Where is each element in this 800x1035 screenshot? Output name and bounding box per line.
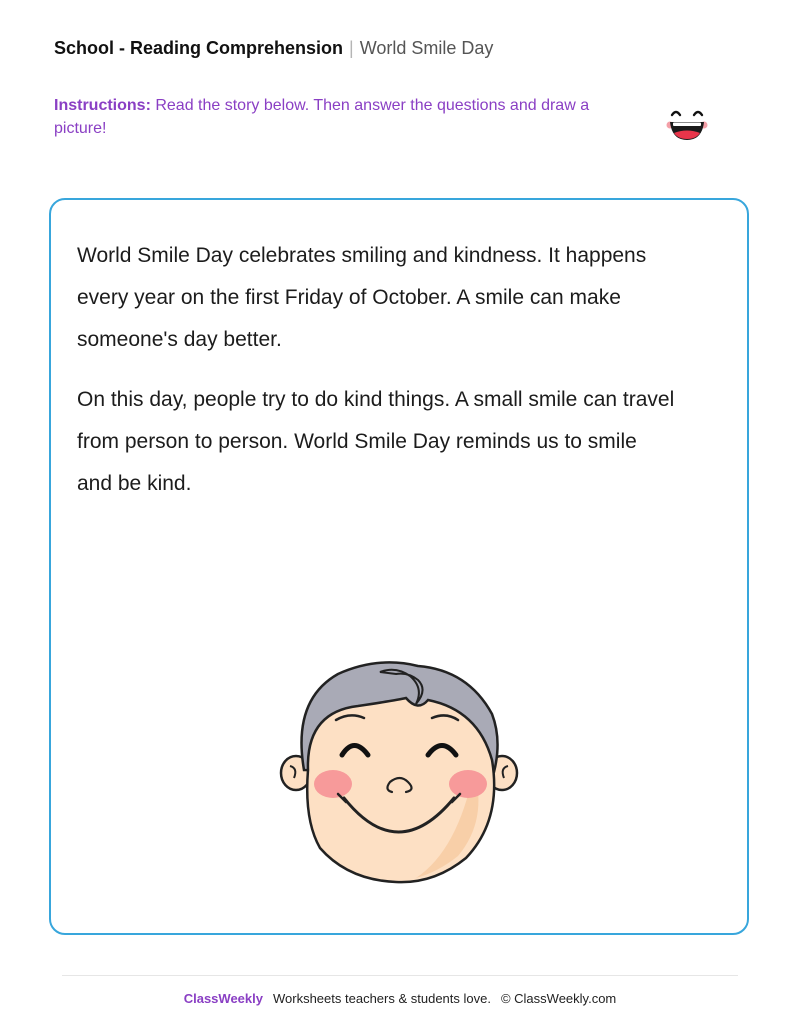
footer-copyright: © ClassWeekly.com [500, 991, 617, 1006]
story-paragraph-1: World Smile Day celebrates smiling and kindness. It happens every year on the first Friday of October. A smile can make someone's day better. [77, 244, 647, 351]
footer-tagline: Worksheets teachers & students love. [272, 991, 491, 1006]
story-paragraph-2: On this day, people try to do kind things. A small smile can travel from person to person. World Smile Day reminds us to smile and be kind. [77, 388, 675, 495]
topic-title: World Smile Day [359, 38, 494, 58]
laughing-face-icon [664, 106, 710, 142]
instructions [54, 94, 614, 140]
header-separator: | [349, 38, 354, 58]
worksheet-header [54, 37, 493, 59]
category-title: School - Reading Comprehension [54, 38, 344, 58]
instructions-label: Instructions: [54, 97, 151, 114]
smiling-boy-face-icon [278, 660, 520, 885]
instructions-text: Read the story below. Then answer the questions and draw a picture! [54, 97, 590, 137]
footer-divider [62, 975, 738, 976]
footer-brand: ClassWeekly [183, 991, 263, 1006]
footer [0, 990, 800, 1008]
